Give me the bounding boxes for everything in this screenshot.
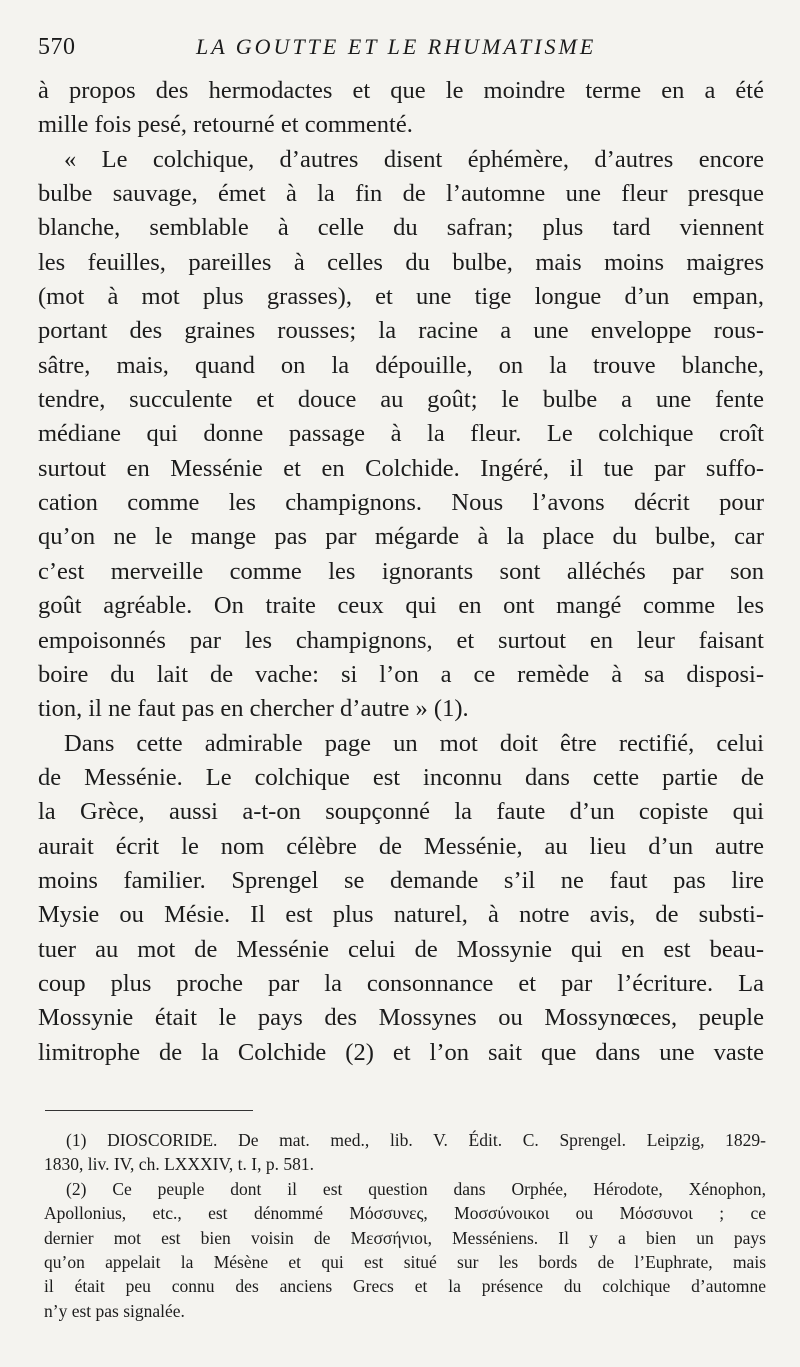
running-title: LA GOUTTE ET LE RHUMATISME xyxy=(196,34,597,59)
footnote-line: il était peu connu des anciens Grecs et la présence du colchique d’automne xyxy=(44,1276,766,1297)
text-line: les feuilles, pareilles à celles du bulbe, mais moins maigres xyxy=(38,248,764,276)
page-number: 570 xyxy=(38,34,76,60)
text-line: sâtre, mais, quand on la dépouille, on la trouve blanche, xyxy=(38,351,764,379)
text-line: blanche, semblable à celle du safran; plus tard viennent xyxy=(38,214,764,242)
text-line: Mossynie était le pays des Mossynes ou Mossynœces, peuple xyxy=(38,1004,764,1032)
text-line: médiane qui donne passage à la fleur. Le colchique croît xyxy=(38,420,764,448)
text-line: portant des graines rousses; la racine a une enveloppe rous- xyxy=(38,317,764,345)
text-line: cation comme les champignons. Nous l’avons décrit pour xyxy=(38,489,764,517)
footnote-line: (2) Ce peuple dont il est question dans Orphée, Hérodote, Xénophon, xyxy=(66,1178,766,1199)
footnotes xyxy=(44,1128,766,1323)
footnote-line: (1) DIOSCORIDE. De mat. med., lib. V. Édit. C. Sprengel. Leipzig, 1829- xyxy=(66,1130,766,1150)
page-header xyxy=(38,32,768,66)
text-line: boire du lait de vache: si l’on a ce remède à sa disposi- xyxy=(38,660,764,688)
text-line: goût agréable. On traite ceux qui en ont mangé comme les xyxy=(38,592,764,620)
text-line: c’est merveille comme les ignorants sont alléchés par son xyxy=(38,557,764,585)
footnote-divider xyxy=(45,1110,253,1111)
text-line: « Le colchique, d’autres disent éphémère, d’autres encore xyxy=(64,145,764,173)
footnote-line: Apollonius, etc., est dénommé Μόσσυνες, Μοσσύνοικοι ou Μόσσυνοι ; ce xyxy=(44,1203,766,1224)
text-line: coup plus proche par la consonnance et par l’écriture. La xyxy=(38,969,764,997)
text-line: mille fois pesé, retourné et commenté. xyxy=(38,111,413,139)
text-line: moins familier. Sprengel se demande s’il ne faut pas lire xyxy=(38,866,764,894)
text-line: de Messénie. Le colchique est inconnu dans cette partie de xyxy=(38,763,764,791)
footnote-line: qu’on appelait la Mésène et qui est situé sur les bords de l’Euphrate, mais xyxy=(44,1251,766,1272)
text-line: (mot à mot plus grasses), et une tige longue d’un empan, xyxy=(38,283,764,311)
text-line: à propos des hermodactes et que le moindre terme en a été xyxy=(38,77,764,104)
text-line: qu’on ne le mange pas par mégarde à la place du bulbe, car xyxy=(38,523,764,551)
text-line: surtout en Messénie et en Colchide. Ingéré, il tue par suffo- xyxy=(38,454,764,482)
text-line: empoisonnés par les champignons, et surtout en leur faisant xyxy=(38,626,764,654)
text-line: Mysie ou Mésie. Il est plus naturel, à notre avis, de substi- xyxy=(38,901,764,929)
footnote-line: n’y est pas signalée. xyxy=(44,1300,185,1321)
text-line: Dans cette admirable page un mot doit être rectifié, celui xyxy=(64,729,764,757)
body-text xyxy=(38,74,764,1070)
footnote-line: 1830, liv. IV, ch. LXXXIV, t. I, p. 581. xyxy=(44,1154,314,1175)
text-line: aurait écrit le nom célèbre de Messénie, au lieu d’un autre xyxy=(38,832,764,860)
text-line: la Grèce, aussi a-t-on soupçonné la faute d’un copiste qui xyxy=(38,798,764,826)
text-line: tion, il ne faut pas en chercher d’autre » (1). xyxy=(38,695,469,723)
text-line: tendre, succulente et douce au goût; le bulbe a une fente xyxy=(38,386,764,414)
text-line: bulbe sauvage, émet à la fin de l’automne une fleur presque xyxy=(38,180,764,208)
footnote-line: dernier mot est bien voisin de Μεσσήνιοι, Messéniens. Il y a bien un pays xyxy=(44,1227,766,1248)
text-line: tuer au mot de Messénie celui de Mossynie qui en est beau- xyxy=(38,935,764,963)
text-line: limitrophe de la Colchide (2) et l’on sait que dans une vaste xyxy=(38,1038,764,1066)
